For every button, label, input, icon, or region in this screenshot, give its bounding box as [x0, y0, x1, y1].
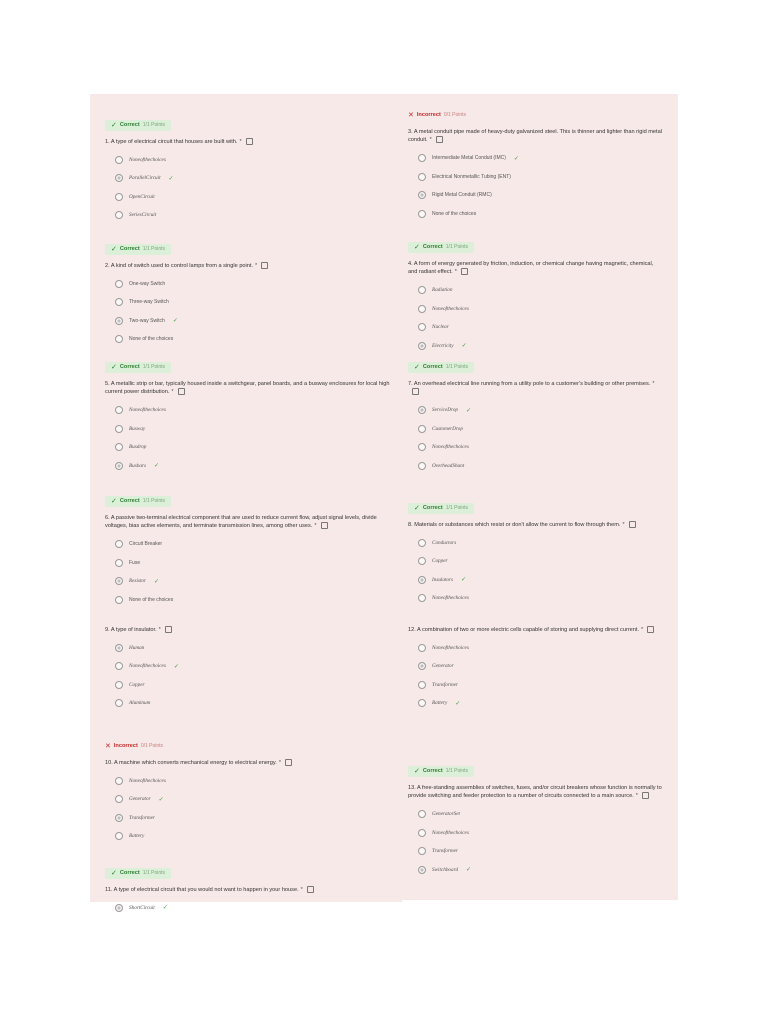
status-label: Correct	[422, 505, 443, 511]
question-label: 10. A machine which converts mechanical energy to electrical energy.	[105, 760, 277, 766]
required-mark: *	[652, 381, 655, 387]
options-list	[408, 533, 663, 607]
radio-button[interactable]	[115, 699, 123, 707]
question-card	[105, 862, 395, 917]
check-icon: ✓	[414, 505, 420, 512]
question-text	[105, 626, 395, 634]
option-label: Battery	[129, 833, 145, 840]
answer-option[interactable]	[105, 590, 395, 609]
question-text	[105, 380, 395, 397]
question-card	[105, 356, 395, 475]
question-card	[408, 104, 663, 223]
option-label: Noneofthechoices	[129, 407, 166, 414]
status-label: Correct	[422, 244, 443, 250]
option-label: OverheadShunt	[432, 462, 465, 469]
option-label: Copper	[432, 558, 448, 565]
required-mark: *	[278, 760, 282, 766]
correct-badge	[105, 120, 171, 131]
copy-icon[interactable]	[285, 759, 292, 766]
points-label: 1/1 Points	[445, 505, 469, 511]
answer-option[interactable]	[105, 187, 395, 206]
copy-icon[interactable]	[647, 626, 654, 633]
option-label: Electricity	[432, 342, 454, 349]
radio-button[interactable]	[418, 210, 426, 218]
question-text	[105, 514, 395, 531]
answer-option[interactable]	[105, 169, 395, 188]
option-label: Busway	[129, 425, 146, 432]
answer-option[interactable]	[408, 186, 663, 205]
answer-option[interactable]	[105, 694, 395, 713]
copy-icon[interactable]	[307, 886, 314, 893]
question-text	[408, 380, 663, 397]
answer-option[interactable]	[105, 311, 395, 330]
check-icon: ✓	[111, 364, 117, 371]
option-label: Busbars	[129, 462, 147, 469]
required-mark: *	[635, 793, 638, 800]
status-label: Correct	[422, 364, 443, 370]
option-label: Noneofthechoices	[129, 156, 166, 163]
points-label: 1/1 Points	[445, 364, 469, 370]
answer-option[interactable]	[408, 570, 663, 589]
options-list	[105, 898, 395, 917]
radio-button[interactable]	[115, 777, 123, 785]
radio-button[interactable]	[115, 904, 123, 912]
radio-button[interactable]	[418, 406, 426, 414]
correct-answer-check-icon: ✓	[466, 867, 472, 874]
correct-badge	[408, 362, 474, 373]
required-mark: *	[641, 627, 644, 633]
answer-option[interactable]	[105, 456, 395, 475]
required-mark: *	[622, 522, 625, 528]
question-text	[105, 886, 395, 894]
answer-option[interactable]	[408, 675, 663, 694]
radio-button[interactable]	[115, 559, 123, 567]
answer-option[interactable]	[408, 419, 663, 438]
radio-button[interactable]	[115, 577, 123, 585]
option-label: Switchboard	[432, 866, 459, 873]
question-card	[105, 238, 395, 348]
radio-button[interactable]	[115, 443, 123, 451]
option-label: ServiceDrop	[432, 407, 459, 414]
answer-option[interactable]	[105, 401, 395, 420]
answer-option[interactable]	[105, 675, 395, 694]
option-label: Noneofthechoices	[432, 305, 469, 312]
answer-option[interactable]	[105, 771, 395, 790]
option-label: Transformer	[129, 814, 155, 821]
answer-option[interactable]	[105, 438, 395, 457]
status-label: Incorrect	[113, 743, 138, 749]
radio-button[interactable]	[115, 174, 123, 182]
check-icon: ✓	[111, 246, 117, 253]
option-label: Conductors	[432, 539, 457, 546]
option-label: Battery	[432, 700, 448, 707]
option-label: CustomerDrop	[432, 425, 463, 432]
answer-option[interactable]	[408, 589, 663, 608]
option-label: None of the choices	[129, 336, 174, 343]
option-label: Radiation	[432, 287, 453, 294]
radio-button[interactable]	[418, 425, 426, 433]
radio-button[interactable]	[115, 462, 123, 470]
correct-answer-check-icon: ✓	[168, 175, 174, 182]
radio-button[interactable]	[418, 576, 426, 584]
radio-button[interactable]	[115, 317, 123, 325]
required-mark: *	[239, 139, 242, 145]
correct-answer-check-icon: ✓	[158, 796, 164, 803]
radio-button[interactable]	[418, 557, 426, 565]
check-icon: ✓	[414, 244, 420, 251]
copy-icon[interactable]	[436, 136, 443, 143]
correct-answer-check-icon: ✓	[172, 318, 178, 325]
radio-button[interactable]	[115, 814, 123, 822]
answer-option[interactable]	[105, 657, 395, 676]
option-label: Busdrop	[129, 444, 147, 451]
answer-option[interactable]	[408, 842, 670, 861]
points-label: 1/1 Points	[142, 246, 166, 252]
radio-button[interactable]	[115, 540, 123, 548]
correct-answer-check-icon: ✓	[461, 577, 467, 584]
radio-button[interactable]	[418, 173, 426, 181]
question-label: 4. A form of energy generated by friction, induction, or chemical change having magnetic, chemical, and radiant effect.	[408, 261, 654, 276]
question-label: 5. A metallic strip or bar, typically housed inside a switchgear, panel boards, and a busway enclosures for local high current power distribution.	[105, 381, 390, 396]
radio-button[interactable]	[418, 847, 426, 855]
radio-button[interactable]	[418, 286, 426, 294]
answer-option[interactable]	[408, 167, 663, 186]
status-label: Correct	[422, 768, 443, 774]
points-label: 0/1 Points	[443, 112, 467, 118]
option-label: ShortCircuit	[129, 904, 155, 911]
required-mark: *	[171, 389, 174, 396]
check-icon: ✓	[111, 870, 117, 877]
required-mark: *	[429, 137, 432, 144]
answer-option[interactable]	[408, 657, 663, 676]
radio-button[interactable]	[418, 681, 426, 689]
question-label: 11. A type of electrical circuit that you would not want to happen in your house.	[105, 887, 299, 893]
option-label: None of the choices	[432, 210, 477, 217]
option-label: Aluminum	[129, 700, 151, 707]
radio-button[interactable]	[418, 462, 426, 470]
status-label: Correct	[119, 246, 140, 252]
answer-option[interactable]	[105, 206, 395, 225]
option-label: Transformer	[432, 681, 458, 688]
radio-button[interactable]	[418, 443, 426, 451]
option-label: Noneofthechoices	[432, 595, 469, 602]
points-label: 1/1 Points	[142, 364, 166, 370]
answer-option[interactable]	[408, 860, 670, 879]
radio-button[interactable]	[115, 795, 123, 803]
question-text	[408, 260, 663, 277]
options-list	[408, 401, 663, 475]
answer-option[interactable]	[408, 438, 663, 457]
question-text	[408, 626, 663, 634]
answer-option[interactable]	[105, 638, 395, 657]
radio-button[interactable]	[418, 699, 426, 707]
answer-option[interactable]	[408, 281, 663, 300]
copy-icon[interactable]	[246, 138, 253, 145]
options-list	[408, 638, 663, 712]
question-label: 7. An overhead electrical line running from a utility pole to a customer's building or other premises.	[408, 381, 651, 387]
points-label: 1/1 Points	[142, 498, 166, 504]
radio-button[interactable]	[115, 662, 123, 670]
radio-button[interactable]	[115, 596, 123, 604]
correct-badge	[105, 868, 171, 879]
radio-button[interactable]	[418, 810, 426, 818]
question-text	[408, 128, 663, 145]
radio-button[interactable]	[115, 193, 123, 201]
answer-option[interactable]	[105, 808, 395, 827]
options-list	[105, 535, 395, 609]
points-label: 1/1 Points	[142, 870, 166, 876]
correct-badge	[408, 766, 474, 777]
answer-option[interactable]	[408, 299, 663, 318]
question-card	[105, 114, 395, 224]
option-label: Insulators	[432, 576, 454, 583]
question-label: 3. A metal conduit pipe made of heavy-duty galvanized steel. This is thinner and lighter than rigid metal conduit.	[408, 129, 662, 144]
x-icon: ✕	[408, 112, 414, 119]
copy-icon[interactable]	[629, 521, 636, 528]
answer-option[interactable]	[408, 456, 663, 475]
required-mark: *	[158, 627, 161, 633]
answer-option[interactable]	[105, 330, 395, 349]
option-label: ParallelCircuit	[129, 175, 161, 182]
required-mark: *	[300, 887, 303, 893]
radio-button[interactable]	[115, 280, 123, 288]
status-label: Correct	[119, 870, 140, 876]
radio-button[interactable]	[115, 211, 123, 219]
answer-option[interactable]	[408, 401, 663, 420]
status-label: Incorrect	[416, 112, 441, 118]
option-label: Rigid Metal Conduit (RMC)	[432, 192, 492, 199]
copy-icon[interactable]	[178, 388, 185, 395]
points-label: 1/1 Points	[445, 768, 469, 774]
copy-icon[interactable]	[642, 792, 649, 799]
question-card	[105, 620, 395, 712]
question-label: 8. Materials or substances which resist or don't allow the current to flow through them.	[408, 522, 621, 528]
correct-answer-check-icon: ✓	[154, 463, 160, 470]
copy-icon[interactable]	[412, 388, 419, 395]
option-label: GeneratorSet	[432, 811, 460, 818]
option-label: Nuclear	[432, 324, 449, 331]
question-card	[408, 356, 663, 475]
correct-answer-check-icon: ✓	[162, 905, 168, 912]
answer-option[interactable]	[408, 552, 663, 571]
radio-button[interactable]	[115, 335, 123, 343]
radio-button[interactable]	[115, 681, 123, 689]
answer-option[interactable]	[105, 274, 395, 293]
radio-button[interactable]	[418, 342, 426, 350]
check-icon: ✓	[414, 768, 420, 775]
option-label: One-way Switch	[129, 280, 166, 287]
status-label: Correct	[119, 498, 140, 504]
points-label: 1/1 Points	[142, 122, 166, 128]
options-list	[105, 771, 395, 845]
option-label: Fuse	[129, 559, 141, 566]
correct-answer-check-icon: ✓	[466, 407, 472, 414]
option-label: Transformer	[432, 848, 458, 855]
option-label: Noneofthechoices	[129, 663, 166, 670]
correct-answer-check-icon: ✓	[461, 343, 467, 350]
answer-option[interactable]	[408, 204, 663, 223]
option-label: Electrical Nonmetallic Tubing (ENT)	[432, 173, 511, 180]
correct-answer-check-icon: ✓	[455, 700, 461, 707]
correct-badge	[408, 242, 474, 253]
option-label: SeriesCircuit	[129, 212, 157, 219]
question-card	[105, 490, 395, 609]
correct-badge	[105, 244, 171, 255]
options-list	[408, 805, 670, 879]
option-label: Generator	[432, 663, 454, 670]
required-mark: *	[454, 269, 457, 276]
option-label: Human	[129, 644, 145, 651]
option-label: Two-way Switch	[129, 317, 165, 324]
option-label: Generator	[129, 796, 151, 803]
option-label: Noneofthechoices	[129, 777, 166, 784]
x-icon: ✕	[105, 743, 111, 750]
copy-icon[interactable]	[461, 268, 468, 275]
answer-option[interactable]	[105, 419, 395, 438]
option-label: Noneofthechoices	[432, 644, 469, 651]
points-label: 0/1 Points	[140, 743, 164, 749]
question-label: 13. A free-standing assemblies of switches, fuses, and/or circuit breakers whose function is normally to provide switching and feeder protection to a number of circuits connected to a main source.	[408, 785, 662, 800]
option-label: Resistor	[129, 578, 147, 585]
radio-button[interactable]	[418, 539, 426, 547]
answer-option[interactable]	[408, 805, 670, 824]
answer-option[interactable]	[408, 694, 663, 713]
radio-button[interactable]	[418, 829, 426, 837]
radio-button[interactable]	[418, 323, 426, 331]
copy-icon[interactable]	[165, 626, 172, 633]
answer-option[interactable]	[408, 318, 663, 337]
answer-option[interactable]	[105, 572, 395, 591]
options-list	[408, 281, 663, 355]
radio-button[interactable]	[115, 156, 123, 164]
question-label: 6. A passive two-terminal electrical component that are used to reduce current flow, adjust signal levels, divide voltages, bias active elements, and terminate transmission lines, among other uses.	[105, 515, 377, 530]
question-text	[105, 138, 395, 146]
answer-option[interactable]	[105, 293, 395, 312]
option-label: Circuit Breaker	[129, 541, 163, 548]
radio-button[interactable]	[115, 406, 123, 414]
question-card	[105, 735, 395, 845]
status-label: Correct	[119, 122, 140, 128]
correct-badge	[105, 496, 171, 507]
check-icon: ✓	[414, 364, 420, 371]
radio-button[interactable]	[418, 644, 426, 652]
option-label: Copper	[129, 681, 145, 688]
options-list	[105, 401, 395, 475]
answer-option[interactable]	[408, 149, 663, 168]
required-mark: *	[255, 263, 258, 269]
radio-button[interactable]	[418, 154, 426, 162]
correct-answer-check-icon: ✓	[173, 663, 179, 670]
radio-button[interactable]	[418, 191, 426, 199]
option-label: None of the choices	[129, 596, 174, 603]
question-label: 2. A kind of switch used to control lamps from a single point.	[105, 263, 253, 269]
question-card	[408, 497, 663, 607]
question-label: 12. A combination of two or more electric cells capable of storing and supplying direct current.	[408, 627, 640, 633]
radio-button[interactable]	[418, 662, 426, 670]
answer-option[interactable]	[408, 533, 663, 552]
incorrect-badge	[105, 741, 169, 752]
answer-option[interactable]	[408, 336, 663, 355]
copy-icon[interactable]	[261, 262, 268, 269]
question-label: 9. A type of insulator.	[105, 627, 157, 633]
question-text	[408, 784, 670, 801]
question-text	[408, 521, 663, 529]
radio-button[interactable]	[115, 425, 123, 433]
check-icon: ✓	[111, 498, 117, 505]
options-list	[105, 638, 395, 712]
radio-button[interactable]	[418, 866, 426, 874]
option-label: Noneofthechoices	[432, 829, 469, 836]
answer-option[interactable]	[105, 535, 395, 554]
answer-option[interactable]	[105, 150, 395, 169]
option-label: Noneofthechoices	[432, 444, 469, 451]
answer-option[interactable]	[408, 638, 663, 657]
radio-button[interactable]	[418, 594, 426, 602]
options-list	[105, 274, 395, 348]
option-label: Three-way Switch	[129, 299, 169, 306]
question-card	[408, 236, 663, 355]
answer-option[interactable]	[105, 553, 395, 572]
question-card	[408, 760, 670, 879]
required-mark: *	[314, 523, 317, 530]
question-text	[105, 759, 395, 767]
options-list	[105, 150, 395, 224]
answer-option[interactable]	[408, 823, 670, 842]
correct-badge	[408, 503, 474, 514]
correct-answer-check-icon: ✓	[154, 578, 160, 585]
question-card	[408, 620, 663, 712]
radio-button[interactable]	[418, 305, 426, 313]
option-label: OpenCircuit	[129, 193, 155, 200]
option-label: Intermediate Metal Conduit (IMC)	[432, 155, 506, 162]
answer-option[interactable]	[105, 827, 395, 846]
answer-option[interactable]	[105, 898, 395, 917]
options-list	[408, 149, 663, 223]
incorrect-badge	[408, 110, 472, 121]
question-label: 1. A type of electrical circuit that houses are built with.	[105, 139, 238, 145]
answer-option[interactable]	[105, 790, 395, 809]
radio-button[interactable]	[115, 298, 123, 306]
question-text	[105, 262, 395, 270]
status-label: Correct	[119, 364, 140, 370]
radio-button[interactable]	[115, 832, 123, 840]
copy-icon[interactable]	[321, 522, 328, 529]
check-icon: ✓	[111, 122, 117, 129]
correct-badge	[105, 362, 171, 373]
correct-answer-check-icon: ✓	[513, 155, 519, 162]
radio-button[interactable]	[115, 644, 123, 652]
points-label: 1/1 Points	[445, 244, 469, 250]
